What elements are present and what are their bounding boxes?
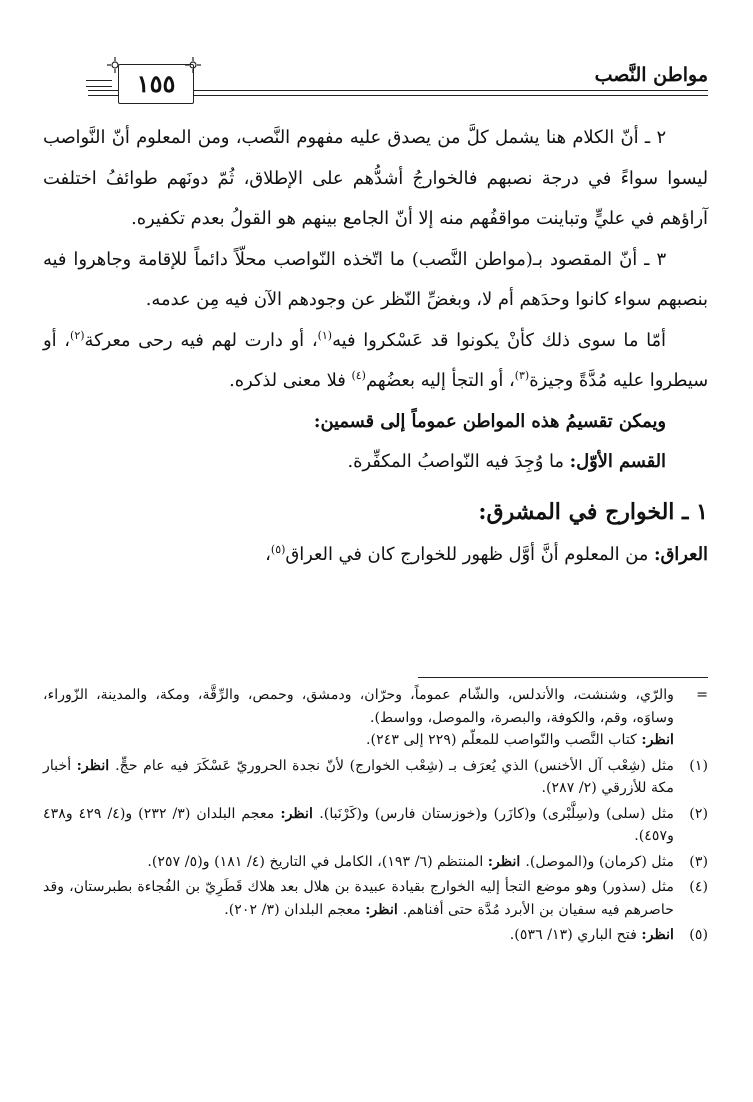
footnote-text: مثل (سذور) وهو موضع التجأ إليه الخوارج بقيادة عبيدة بن هلال بعد هلاك قَطَرِيّ بن الفُجاءة بطبرستان، وقد حاصرهم فيه سفيان بن الأبرد مُدَّة حتى أفناهم.	[43, 879, 674, 918]
footnote-source: فتح الباري (١٣/ ٥٣٦).	[509, 927, 642, 943]
footnote-3	[43, 851, 708, 874]
footnote-body	[43, 876, 674, 921]
footnote-text: مثل (شِعْب آل الأخنس) الذي يُعرَف بـ (شِعْب الخوارج) لأنّ نجدة الحروريّ عَسْكَرَ فيه عام حجٍّ.	[115, 757, 674, 774]
footnote-ref[interactable]: (٣)	[514, 369, 530, 383]
iraq-text: من المعلوم أنَّ أوَّل ظهور للخوارج كان في العراق	[285, 543, 654, 565]
floral-ornament-icon	[184, 56, 202, 74]
footnote-text: مثل (سلى) و(سِلَّبْرى) و(كازَر) و(خوزستان فارس) و(كَرْنَبا).	[319, 805, 674, 822]
page-number-frame	[118, 64, 194, 104]
footnote-source: معجم البلدان (٣/ ٢٣٢) و(٤/ ٤٢٩ و٤٣٨ و٤٥٧).	[43, 805, 674, 844]
footnote-mark: (٣)	[689, 853, 708, 870]
text-run: أمّا ما سوى ذلك كأنْ يكونوا قد عَسْكروا فيه	[332, 329, 666, 351]
footnote-mark: (٢)	[689, 805, 708, 822]
footnote-source: المنتظم (٦/ ١٩٣)، الكامل في التاريخ (٤/ ١٨١) و(٥/ ٢٥٧).	[147, 853, 488, 870]
footnote-mark: (١)	[689, 757, 708, 774]
first-part	[43, 442, 708, 483]
paragraph-point-2: ٢ ـ أنّ الكلام هنا يشمل كلَّ من يصدق عليه مفهوم النَّصب، ومن المعلوم أنّ النَّواصب ليسوا سواءً في درجة نصبهم فالخوارجُ أشدُّهم على الإطلاق، ثُمّ دونَهم طوائفُ اختلفت آراؤهم في عليٍّ وتباينت مواقفُهم منه إلا أنّ الجامع بينهم هو القولُ بعدم تكفيره.	[43, 127, 708, 229]
division-statement: ويمكن تقسيمُ هذه المواطن عموماً إلى قسمين:	[313, 410, 666, 432]
footnote-ref[interactable]: (٢)	[70, 328, 85, 342]
footnote-source: كتاب النَّصب والنّواصب للمعلّم (٢٢٩ إلى ٢٤٣).	[366, 732, 642, 748]
footnote-2	[43, 803, 708, 848]
footnote-ref[interactable]: (٤)	[351, 369, 366, 383]
footnote-5	[43, 924, 708, 947]
footnote-body	[43, 851, 674, 874]
iraq-paragraph	[43, 535, 708, 576]
footnote-body	[43, 803, 674, 848]
page-number: ١٥٥	[136, 69, 176, 98]
first-part-label: القسم الأوّل:	[569, 451, 666, 472]
header-dash-ornament	[86, 80, 112, 87]
iraq-label: العراق:	[653, 543, 708, 565]
first-part-text: ما وُجِدَ فيه النّواصبُ المكفِّرة.	[347, 451, 570, 472]
footnote-see: انظر:	[365, 901, 403, 918]
footnote-body	[43, 755, 674, 800]
footnote-text: مثل (كرمان) و(الموصل).	[525, 853, 674, 870]
footnote-see: انظر:	[76, 757, 116, 774]
text-run: فلا معنى لذكره.	[229, 370, 352, 391]
footnote-body	[43, 924, 674, 947]
footnote-see: انظر:	[280, 805, 320, 822]
footnote-see: انظر:	[487, 853, 526, 870]
footnote-see: انظر:	[641, 927, 674, 943]
text-run: ، أو دارت لهم فيه رحى معركة	[84, 329, 318, 351]
paragraph-point-3: ٣ ـ أنّ المقصود بـ(مواطن النَّصب) ما اتّخذه النّواصب محلّاً دائماً للإقامة وجاهروا فيه بنصبهم سواء كانوا وحدَهم أم لا، وبغضِّ النّظر عن وجودهم الآن فيه مِن عدمه.	[43, 248, 708, 310]
running-title: مواطن النَّصب	[594, 64, 708, 86]
page-header	[88, 50, 708, 108]
paragraph-other-places	[43, 321, 708, 402]
footnote-see: انظر:	[641, 732, 674, 748]
text-run: ، أو التجأ إليه بعضُهم	[365, 370, 515, 391]
footnote-4	[43, 876, 708, 921]
footnote-source: أخبار مكة للأزرقي (٢/ ٢٨٧).	[43, 757, 674, 796]
footnote-mark: (٥)	[689, 927, 708, 943]
footnote-mark: (٤)	[689, 879, 708, 895]
footnote-text: والرّي، وشنشت، والأندلس، والشّام عموماً، وحرّان، ودمشق، وحمص، والرِّقَّة، ومكة، والمدينة، الزّوراء، وساوَه، وقم، والكوفة، والبصرة، والموصل، وواسط).	[43, 687, 674, 726]
footnote-ref[interactable]: (٥)	[270, 542, 286, 556]
section-heading: ١ ـ الخوارج في المشرق:	[478, 498, 708, 525]
footnote-body	[43, 684, 674, 752]
footnote-mark: =	[696, 687, 708, 703]
footnote-continuation	[43, 684, 708, 752]
iraq-end: ،	[265, 543, 271, 565]
footnotes	[43, 684, 708, 950]
footnote-source: معجم البلدان (٣/ ٢٠٢).	[224, 901, 366, 918]
text-run: ، أو سيطروا عليه مُدَّةً وجيزة	[43, 329, 708, 391]
footnote-ref[interactable]: (١)	[317, 328, 333, 342]
footnote-1	[43, 755, 708, 800]
main-text	[43, 118, 708, 575]
footnote-separator	[418, 677, 708, 678]
